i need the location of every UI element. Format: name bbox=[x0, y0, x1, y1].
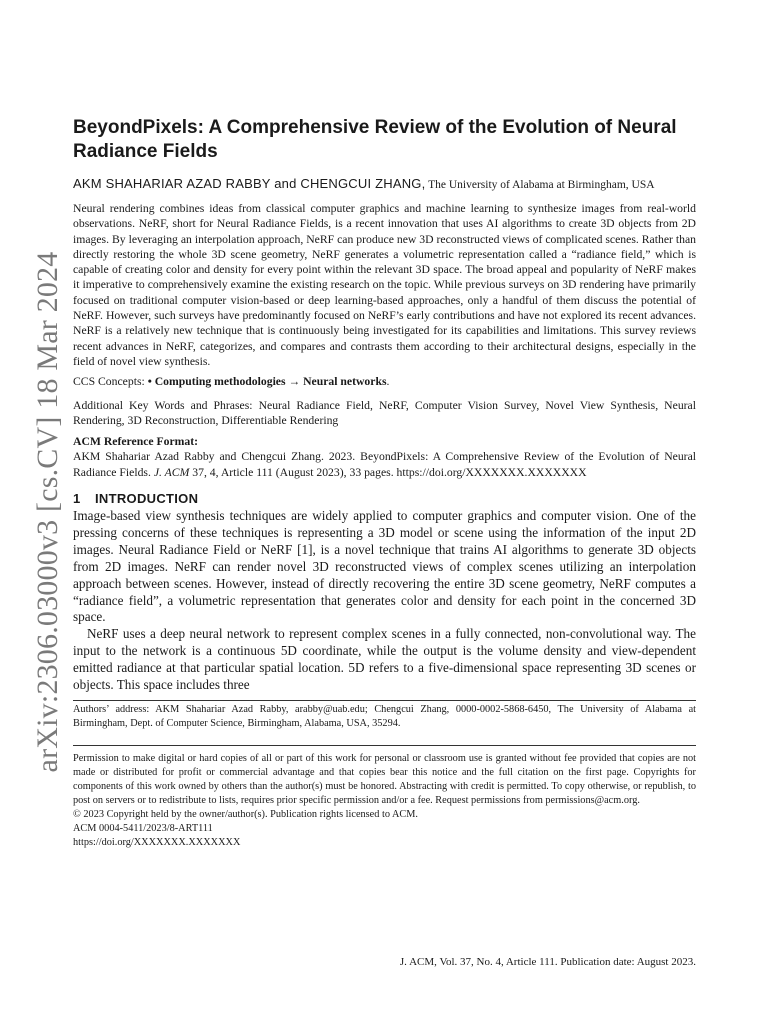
ccs-period: . bbox=[386, 375, 390, 389]
copyright-line: © 2023 Copyright held by the owner/author(s). Publication rights licensed to ACM. bbox=[73, 809, 419, 821]
arxiv-identifier: arXiv:2306.03000v3 [cs.CV] 18 Mar 2024 bbox=[31, 251, 64, 773]
permission-divider bbox=[73, 745, 696, 750]
intro-paragraph-2: NeRF uses a deep neural network to represent complex scenes in a fully connected, non-convolutional way. The input to the network is a continuous 5D coordinate, while the output is the volume density and view-dependent emitted radiance at that particular spatial location. 5D refers to a five-dimensional space representing 3D scenes or objects. This space includes three bbox=[73, 626, 696, 693]
section-title: INTRODUCTION bbox=[95, 491, 199, 507]
keywords: Additional Key Words and Phrases: Neural Radiance Field, NeRF, Computer Vision Survey, Novel View Synthesis, Neural Rendering, 3D Reconstruction, Differentiable Rendering bbox=[73, 398, 696, 427]
author-names: AKM SHAHARIAR AZAD RABBY and CHENGCUI ZHANG, bbox=[73, 176, 426, 191]
abstract: Neural rendering combines ideas from classical computer graphics and machine learning to synthesize images from real-world observations. NeRF, short for Neural Radiance Fields, is a recent innovation that uses AI algorithms to create 3D objects from 2D images. By leveraging an interpolation approach, NeRF can produce new 3D reconstructed views of complicated scenes. Rather than directly restoring the whole 3D scene geometry, NeRF generates a volumetric representation called a “radiance field,” which is capable of creating color and density for every point within the relevant 3D space. The broad appeal and popularity of NeRF makes it imperative to comprehensively examine the existing research on the topic. While previous surveys on 3D rendering have primarily focused on traditional computer vision-based or deep learning-based approaches, only a handful of them discuss the potential of NeRF. However, such surveys have predominantly focused on NeRF’s early contributions and have not explored its recent advances. NeRF is a relatively new technique that is continuously being investigated for its capabilities and limitations. This survey reviews recent advances in NeRF, categorizes, and compares and contrasts them according to their architectural designs, especially in the field of novel view synthesis. bbox=[73, 202, 696, 368]
ccs-label: CCS Concepts: bbox=[73, 375, 145, 389]
reference-format bbox=[73, 449, 696, 480]
introduction-body bbox=[73, 508, 696, 694]
permission-text: Permission to make digital or hard copies of all or part of this work for personal or classroom use is granted without fee provided that copies are not made or distributed for profit or commercial advantage and that copies bear this notice and the full citation on the first page. Copyrights for components of this work owned by others than the author(s) must be honored. Abstracting with credit is permitted. To copy otherwise, or republish, to post on servers or to redistribute to lists, requires prior specific permission and/or a fee. Request permissions from permissions@acm.org. bbox=[73, 753, 696, 807]
author-block bbox=[73, 174, 696, 195]
footnote-divider bbox=[73, 700, 696, 701]
ccs-concepts bbox=[73, 374, 696, 389]
paper-title: BeyondPixels: A Comprehensive Review of the Evolution of Neural Radiance Fields bbox=[73, 117, 677, 162]
section-number: 1 bbox=[73, 491, 81, 507]
reference-text: AKM Shahariar Azad Rabby and Chengcui Zhang. 2023. BeyondPixels: A Comprehensive Review of the Evolution of Neural Radiance Fields. bbox=[73, 450, 696, 479]
reference-details: 37, 4, Article 111 (August 2023), 33 pages. https://doi.org/XXXXXXX.XXXXXXX bbox=[192, 465, 587, 479]
reference-format-heading: ACM Reference Format: bbox=[73, 435, 199, 449]
doi-link[interactable]: https://doi.org/XXXXXXX.XXXXXXX bbox=[73, 837, 241, 849]
authors-address: Authors’ address: AKM Shahariar Azad Rabby, arabby@uab.edu; Chengcui Zhang, 0000-0002-5868-6450, The University of Alabama at Birmingham, Dept. of Computer Science, Birmingham, Alabama, USA, 35294. bbox=[73, 704, 696, 730]
permission-block bbox=[73, 752, 696, 850]
acm-code: ACM 0004-5411/2023/8-ART111 bbox=[73, 823, 213, 835]
paper-page bbox=[73, 116, 696, 850]
reference-journal: J. ACM bbox=[153, 465, 190, 479]
author-affiliation: The University of Alabama at Birmingham, USA bbox=[428, 179, 655, 191]
page-footer: J. ACM, Vol. 37, No. 4, Article 111. Publication date: August 2023. bbox=[399, 956, 696, 968]
section-heading bbox=[73, 490, 696, 508]
intro-paragraph-1: Image-based view synthesis techniques are widely applied to computer graphics and computer vision. One of the pressing concerns of these techniques is representing a 3D model or scene using the information of the input 2D images. Neural Radiance Field or NeRF [1], is a novel technique that trains AI algorithms to generate 3D objects from 2D images. NeRF can render novel 3D reconstructed views of complex scenes utilizing an interpolation approach between scenes. However, instead of directly recovering the entire 3D scene geometry, NeRF computes a “radiance field”, a volumetric representation that generates color and density for each point in the concerned 3D space. bbox=[73, 508, 696, 625]
ccs-value: • Computing methodologies → Neural networks bbox=[147, 375, 387, 389]
